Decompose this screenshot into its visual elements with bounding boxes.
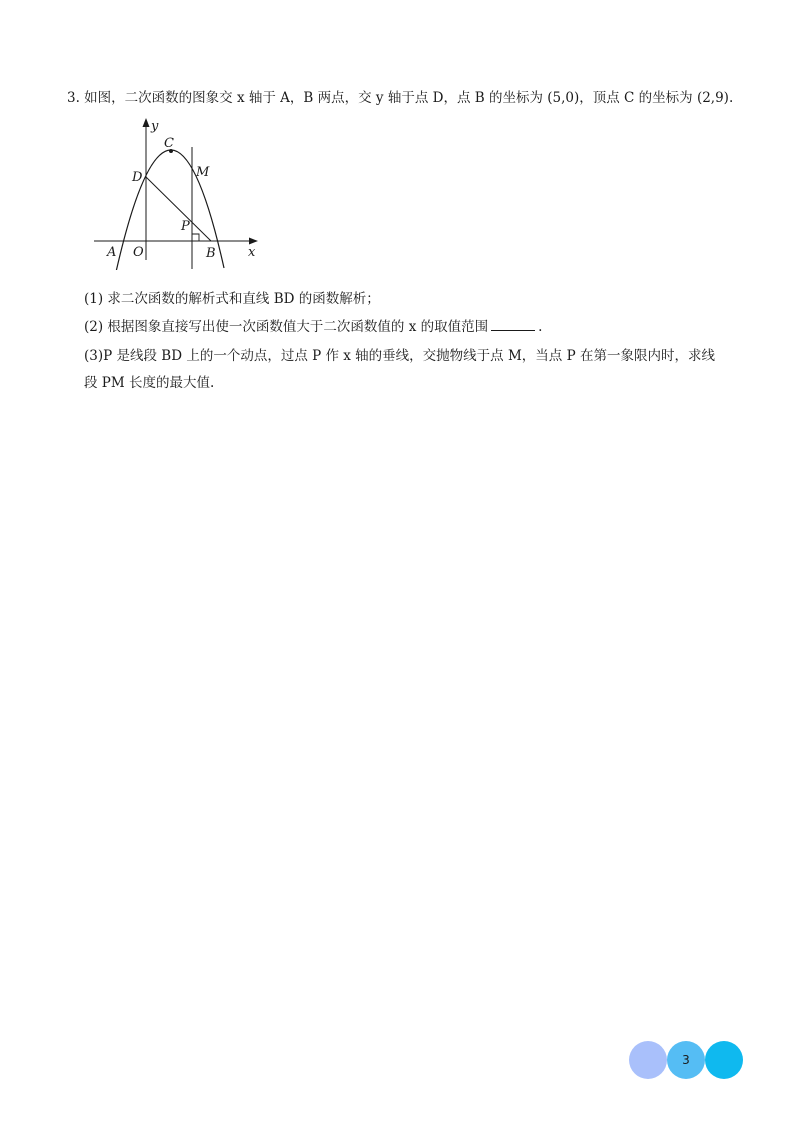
label-x: x bbox=[248, 245, 256, 260]
question-part-2 bbox=[84, 318, 542, 336]
label-a: A bbox=[107, 245, 117, 260]
page-dot-right bbox=[705, 1041, 743, 1079]
page-dot-left bbox=[629, 1041, 667, 1079]
label-b: B bbox=[206, 246, 216, 261]
label-c: C bbox=[164, 136, 174, 151]
question-part-3-line-1: (3)P 是线段 BD 上的一个动点，过点 P 作 x 轴的垂线，交抛物线于点 M，当点 P 在第一象限内时，求线 bbox=[84, 348, 715, 364]
label-y: y bbox=[151, 119, 159, 134]
label-o: O bbox=[133, 245, 144, 260]
part-2-text: (2) 根据图象直接写出使一次函数值大于二次函数值的 x 的取值范围 bbox=[84, 319, 489, 335]
parabola-figure bbox=[92, 112, 264, 270]
question-part-1: (1) 求二次函数的解析式和直线 BD 的函数解析； bbox=[84, 291, 380, 307]
answer-blank bbox=[491, 318, 535, 331]
label-m: M bbox=[196, 165, 210, 180]
question-intro: 3. 如图，二次函数的图象交 x 轴于 A，B 两点，交 y 轴于点 D，点 B 的坐标为 (5,0)，顶点 C 的坐标为 (2,9). bbox=[67, 90, 734, 106]
part-2-period: . bbox=[538, 319, 543, 335]
segment-bd bbox=[146, 177, 211, 241]
y-axis-arrow-icon bbox=[143, 118, 150, 127]
question-part-3-line-2: 段 PM 长度的最大值. bbox=[84, 375, 215, 391]
page-number: 3 bbox=[667, 1041, 705, 1079]
right-angle-mark bbox=[192, 234, 199, 241]
label-p: P bbox=[181, 219, 190, 234]
x-axis-arrow-icon bbox=[249, 238, 258, 245]
label-d: D bbox=[132, 170, 143, 185]
